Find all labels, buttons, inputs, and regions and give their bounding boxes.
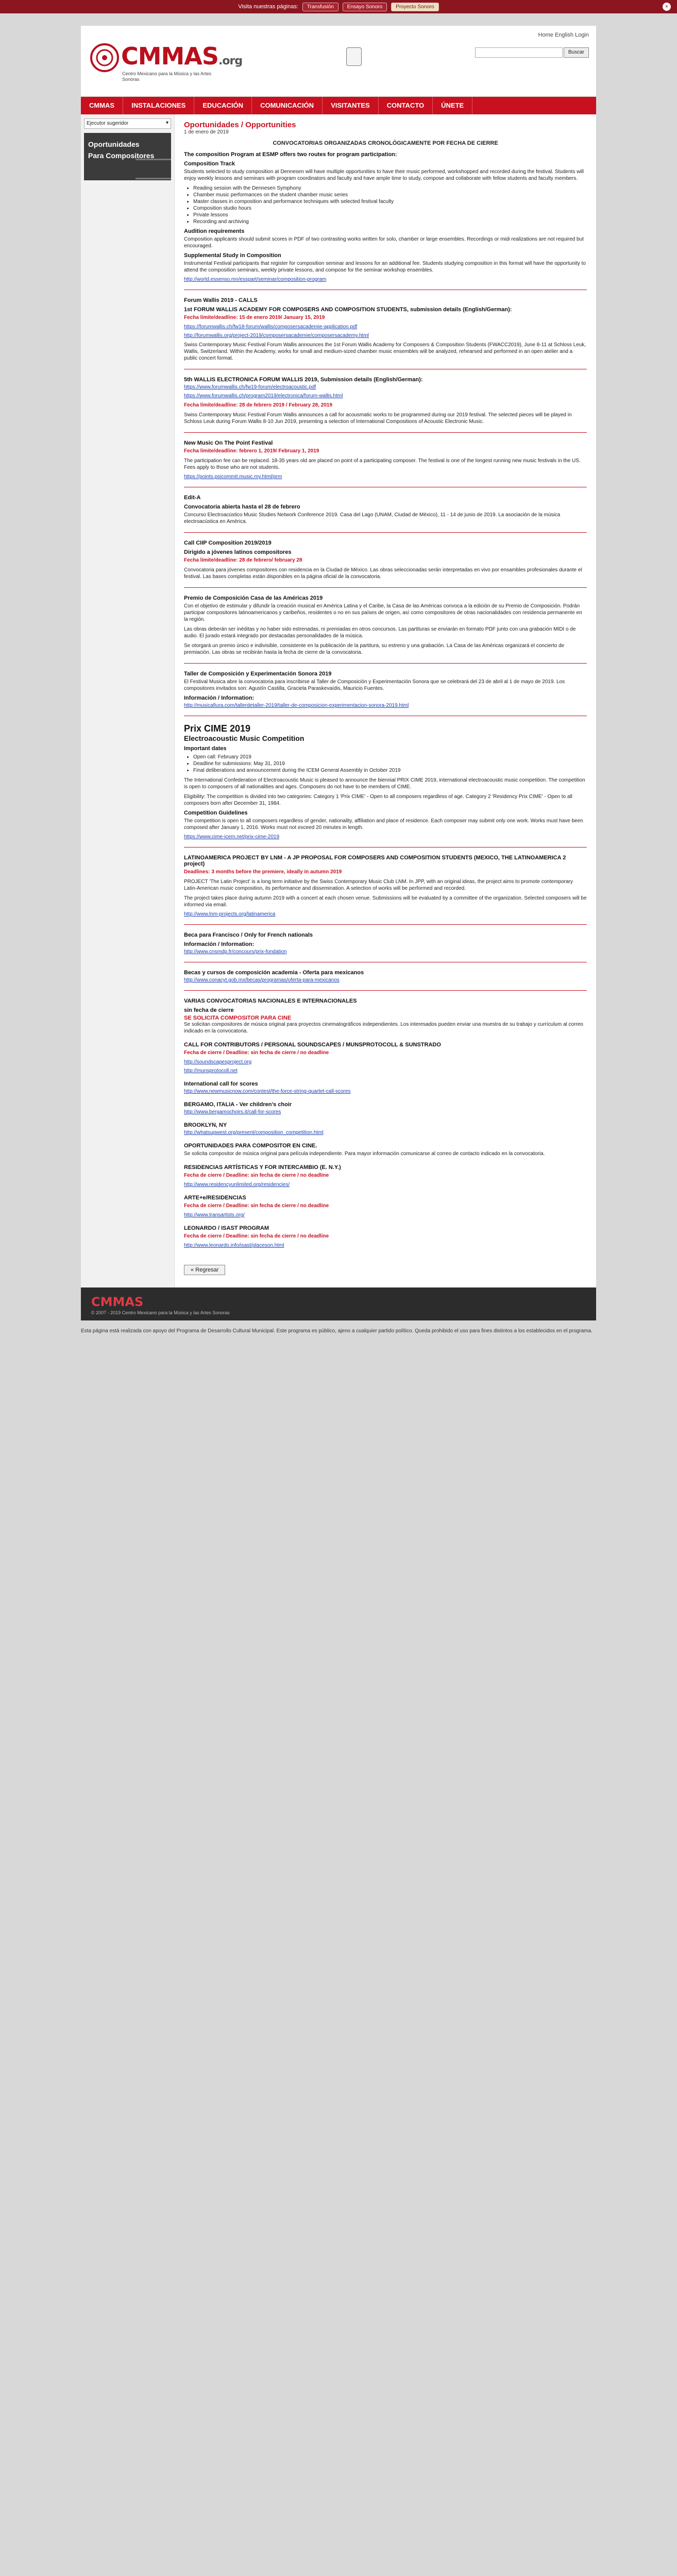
item-text: The project takes place during autumn 2019 with a concert at each chosen venue. Submissions will be evaluated by a committee of the organization. Selected composers will be informed via email.: [184, 895, 587, 908]
section-intl-call: [184, 1081, 587, 1094]
item-text: El Festival Musica abre la convocatoria para inscribirse al Taller de Composición y Experimentación Sonora que se celebrará del 23 de abril al 1 de mayo de 2019. Los compositores invitados son: Agustín Castilla, Graciela Paraskevaídis, Mauricio Fuentes.: [184, 679, 565, 691]
item-link[interactable]: http://www.leonardo.info/isast/placeson.html: [184, 1243, 284, 1248]
section-varias: [184, 998, 587, 1035]
section-ciip: [184, 540, 587, 580]
list-item: • Master classes in composition and performance techniques with selected festival faculty: [193, 198, 587, 205]
nav-item-contacto[interactable]: CONTACTO: [379, 97, 433, 114]
item-link[interactable]: http://www.residencyunlimited.org/residencies/: [184, 1182, 290, 1188]
item-heading: Becas y cursos de composición academia - Oferta para mexicanos: [184, 970, 364, 976]
item-subheading: Composition Track: [184, 161, 235, 167]
list-item: • Final deliberations and announcement during the ICEM General Assembly in October 2019: [193, 767, 587, 774]
section-heading: CONVOCATORIAS ORGANIZADAS CRONOLÓGICAMENTE POR FECHA DE CIERRE: [273, 140, 498, 146]
item-link[interactable]: https://www.forumwallis.ch/fw19-forum/electroacoustic.pdf: [184, 384, 316, 390]
section-becas-mexicanos: [184, 970, 587, 983]
item-heading: 5th WALLIS ELECTRONICA FORUM WALLIS 2019, Submission details (English/German):: [184, 377, 423, 383]
main-content: [175, 114, 596, 1287]
item-link[interactable]: http://www.lnm-projects.org/latinamerica: [184, 911, 276, 917]
section-call-contributors: [184, 1042, 587, 1074]
item-heading: Forum Wallis 2019 - CALLS: [184, 297, 258, 303]
close-icon[interactable]: ×: [663, 3, 671, 11]
nav-item-cmmas[interactable]: CMMAS: [81, 97, 123, 114]
header-links[interactable]: Home English Login: [538, 32, 589, 38]
item-heading: Taller de Composición y Experimentación Sonora 2019: [184, 671, 332, 677]
page-body: [81, 114, 596, 1287]
nav-item-visitantes[interactable]: VISITANTES: [323, 97, 379, 114]
chevron-down-icon: ▾: [165, 120, 168, 126]
item-heading: The composition Program at ESMP offers two routes for program participation:: [184, 151, 397, 158]
promo-bar: [0, 0, 677, 13]
transfusion-button[interactable]: Transfusión: [302, 3, 338, 11]
item-text: Se solicita compositor de música original para película independiente. Para mayor información comunicarse al correo de contacto indicado en la convocatoria.: [184, 1151, 545, 1157]
item-link[interactable]: http://forumwallis.org/project-2019/composersacademie/composersacademy.html: [184, 333, 369, 338]
staff-lines-icon: [136, 159, 171, 179]
logo-mark-icon: [89, 42, 120, 73]
proyecto-sonoro-button[interactable]: Proyecto Sonoro: [391, 3, 439, 11]
item-link[interactable]: http://www.bergamochoirs.it/call-for-scores: [184, 1109, 281, 1115]
nav-item-unete[interactable]: ÚNETE: [433, 97, 472, 114]
sidebar: [81, 114, 175, 1287]
item-heading: BERGAMO, ITALIA - Ver children's choir: [184, 1101, 292, 1108]
legal-note: Esta página está realizada con apoyo del Programa de Desarrollo Cultural Municipal. Este programa es público, ajeno a cualquier partido político. Queda prohibido el uso para fines distintos a los establecidos en el programa.: [81, 1328, 593, 1334]
section-cine: [184, 1143, 587, 1157]
item-text: The competition is open to all composers regardless of gender, nationality, affiliation and place of residence. Each composer may submit only one work. Works must have been composed after January 1, 2016. Works must not exceed 20 minutes in length.: [184, 818, 583, 831]
section-esmp: [184, 140, 587, 282]
footer-logo[interactable]: CMMAS: [91, 1295, 144, 1309]
search-input[interactable]: [475, 47, 563, 58]
item-text: Con el objetivo de estimular y difundir la creación musical en América Latina y el Caribe, la Casa de las Américas convoca a la edición de su Premio de Composición. Podrán participar compositores latinoamericanos y caribeños, residentes o no en sus países de origen, así como compositores de otras nacionalidades con residencia permanente en la región.: [184, 603, 582, 622]
section-latinoamerica: [184, 855, 587, 917]
divider: [184, 663, 587, 664]
government-seal-icon: [346, 47, 362, 66]
item-heading: BROOKLYN, NY: [184, 1122, 227, 1128]
item-subheading: Dirigido a jóvenes latinos compositores: [184, 549, 292, 555]
item-deadline: Fecha de cierre / Deadline: sin fecha de cierre / no deadline: [184, 1233, 329, 1239]
banner-line-2: Para Compositores: [88, 151, 155, 160]
list-item: • Deadline for submissions: May 31, 2019: [193, 760, 587, 767]
search-button[interactable]: Buscar: [564, 47, 589, 58]
item-text: Students selected to study composition at Dennesen will have multiple opportunities to have their music performed, workshopped and recorded during the festival. Students will enjoy weekly lessons and seminars with program coordinators and faculty and have ample time to study, compose and collaborate with fellow students and faculty members.: [184, 169, 584, 181]
section-forum-wallis: [184, 297, 587, 362]
section-brooklyn: [184, 1122, 587, 1136]
item-subheading: Audition requirements: [184, 228, 245, 234]
item-link[interactable]: http://www.transartists.org/: [184, 1212, 245, 1218]
ensayo-sonoro-button[interactable]: Ensayo Sonoro: [343, 3, 387, 11]
item-text: The participation fee can be replaced. 18-35 years old are placed on point of a participating composer. The festival is one of the longest running new music festivals in the US. Fees apply to those who are not students.: [184, 458, 581, 470]
item-link[interactable]: http://musicafiura.com/tallerdetaller-2019/taller-de-composicion-experimentacion-sonora-2019.html: [184, 703, 409, 708]
section-taller: [184, 671, 587, 708]
footer-copyright: © 2007 - 2019 Centro Mexicano para la Música y las Artes Sonoras: [91, 1310, 230, 1315]
list-item: • Composition studio hours: [193, 205, 587, 212]
item-heading: ARTE+e/RESIDENCIAS: [184, 1195, 246, 1201]
item-heading: LATINOAMERICA PROJECT BY LNM - A JP PROPOSAL FOR COMPOSERS AND COMPOSITION STUDENTS (MEXICO, THE LATINOAMERICA 2 project): [184, 855, 566, 867]
item-subheading: Información / Information:: [184, 695, 255, 701]
divider: [184, 847, 587, 848]
list-item: • Chamber music performances on the student chamber music series: [193, 192, 587, 198]
back-button[interactable]: « Regresar: [184, 1265, 225, 1275]
item-text: PROJECT 'The Latin Project' is a long term initiative by the Swiss Contemporary Music Club LNM. In JPP, with an original ideas, the project aims to promote contemporary Latin-American music composition, its performance and dissemination. A selection of works will be performed and recorded.: [184, 879, 573, 891]
item-heading: International call for scores: [184, 1081, 258, 1087]
item-text: The International Confederation of Electroacoustic Music is pleased to announce the biennial PRIX CIME 2019, international electroacoustic music competition. The competition is open to composers of all nationalities and ages. Composers do not have to be members of CIME.: [184, 777, 585, 790]
section-edit-a: [184, 495, 587, 525]
item-subheading: 1st FORUM WALLIS ACADEMY FOR COMPOSERS AND COMPOSITION STUDENTS, submission details (English/German):: [184, 307, 512, 313]
item-heading: LEONARDO / ISAST PROGRAM: [184, 1225, 269, 1231]
item-heading: OPORTUNIDADES PARA COMPOSITOR EN CINE.: [184, 1143, 317, 1149]
item-deadline: Fecha de cierre / Deadline: sin fecha de cierre / no deadline: [184, 1050, 329, 1056]
main-nav: [81, 97, 596, 114]
item-deadline: Fecha de cierre / Deadline: sin fecha de cierre / no deadline: [184, 1203, 329, 1209]
site-header: [81, 26, 596, 97]
item-subheading: Información / Information:: [184, 941, 255, 947]
logo-tagline: Centro Mexicano para la Música y las Artes Sonoras: [122, 71, 212, 82]
item-heading: VARIAS CONVOCATORIAS NACIONALES E INTERNACIONALES: [184, 998, 357, 1004]
item-text: Se solicitan compositores de música original para proyectos cinematográficos independientes. Los interesados pueden enviar una muestra de su trabajo y currículum al correo indicado en la convocatoria.: [184, 1022, 583, 1034]
section-wallis-electronica: [184, 377, 587, 425]
opportunities-banner: [84, 133, 171, 180]
item-heading: New Music On The Point Festival: [184, 440, 273, 446]
item-heading: RESIDENCIAS ARTÍSTICAS Y FOR INTERCAMBIO (E. N.Y.): [184, 1164, 341, 1171]
item-big-title: Prix CIME 2019: [184, 723, 251, 734]
promo-bar-text: Visita nuestras páginas:: [238, 4, 298, 10]
item-subheading: Important dates: [184, 745, 227, 752]
section-leonardo: [184, 1225, 587, 1248]
item-caps-title: SE SOLICITA COMPOSITOR PARA CINE: [184, 1015, 292, 1021]
item-list: [193, 185, 587, 225]
item-subheading: Competition Guidelines: [184, 810, 248, 816]
divider: [184, 587, 587, 588]
item-link[interactable]: http://munsprotocoll.net: [184, 1068, 238, 1074]
item-text: Se otorgará un premio único e indivisible, consistente en la publicación de la partitura, su estreno y una grabación. La Casa de las Américas organizará el concierto de premiación. Las obras se recibirán hasta la fecha de cierre de la convocatoria.: [184, 643, 565, 655]
item-link[interactable]: http://whatsupwest.org/present/composition_competition.html: [184, 1130, 324, 1136]
item-link[interactable]: https://points.psicommit.music.my.html/prm: [184, 474, 282, 480]
item-heading: CALL FOR CONTRIBUTORS / PERSONAL SOUNDSCAPES / MUNSPROTOCOLL & SUNSTRADO: [184, 1042, 441, 1048]
list-item: • Private lessons: [193, 212, 587, 218]
section-residencias: [184, 1164, 587, 1188]
site-logo[interactable]: [89, 37, 243, 83]
list-item: • Open call: February 2019: [193, 754, 587, 760]
item-subheading: Convocatoria abierta hasta el 28 de febrero: [184, 504, 300, 510]
item-deadline: Fecha límite/deadline: 28 de febrero/ february 28: [184, 557, 302, 563]
logo-wordmark: CMMAS.org: [121, 42, 243, 70]
nav-item-comunicacion[interactable]: COMUNICACIÓN: [252, 97, 323, 114]
item-text: Swiss Contemporary Music Festival Forum Wallis announces a call for acousmatic works to be programmed during our 2019 festival. The selected pieces will be played in Schloss Leuk during Forum Wallis 8-10 Jun 2019, presenting a selection of International Compositions of Acoustic Electronic Music.: [184, 412, 572, 425]
item-link[interactable]: https://www.cime-icem.net/prix-cime-2019: [184, 834, 280, 840]
divider: [184, 532, 587, 533]
nav-item-instalaciones[interactable]: INSTALACIONES: [123, 97, 194, 114]
item-deadline: Deadlines: 3 months before the premiere, ideally in autumn 2019: [184, 869, 342, 875]
divider: [184, 432, 587, 433]
item-heading: Premio de Composición Casa de las Américas 2019: [184, 595, 323, 601]
search-box: [475, 47, 589, 58]
page-date: 1 de enero de 2019: [184, 129, 229, 135]
item-heading: Call CIIP Composition 2019/2019: [184, 540, 272, 546]
divider: [184, 924, 587, 925]
item-list: [193, 754, 587, 774]
section-arte-residencias: [184, 1195, 587, 1218]
item-deadline: Fecha límite/deadline: 28 de febrero 2019 / February 28, 2019: [184, 402, 332, 408]
item-big-subtitle: Electroacoustic Music Competition: [184, 734, 304, 742]
section-casa-americas: [184, 595, 587, 656]
item-text: Convocatoria para jóvenes compositores con residencia en la Ciudad de México. Las obras seleccionadas serán interpretadas en vivo por ensambles profesionales durante el festival. Las bases completas están disponibles en la página oficial de la convocatoria.: [184, 567, 582, 580]
section-prix-cime: [184, 723, 587, 840]
section-bergamo: [184, 1101, 587, 1115]
site-footer: [81, 1287, 596, 1320]
item-text: Composition applicants should submit scores in PDF of two contrasting works written for solo, chamber or large ensembles. Recordings or midi realizations are not required but encouraged.: [184, 236, 584, 249]
nav-item-educacion[interactable]: EDUCACIÓN: [194, 97, 252, 114]
item-link[interactable]: http://soundscapesproject.org: [184, 1059, 252, 1065]
item-text: Swiss Contemporary Music Festival Forum Wallis announces the 1st Forum Wallis Academy for Composers & Composition Students (FWACC2019), June 8-11 at Schloss Leuk, Wallis, Switzerland. Within the Academy, works for small and medium-sized chamber music ensembles will be analyzed, rehearsed and performed in an open atelier and a public concert format.: [184, 342, 586, 361]
section-select[interactable]: Ejecutor sugeridor ▾: [84, 118, 171, 129]
item-deadline: Fecha límite/deadline: febrero 1, 2019/ February 1, 2019: [184, 448, 319, 454]
item-subheading: sin fecha de cierre: [184, 1007, 234, 1013]
list-item: • Reading session with the Dennesen Symphony: [193, 185, 587, 192]
item-link[interactable]: http://www.newmusicnow.com/contest/the-force-string-quartet-call-scores: [184, 1089, 351, 1094]
page-frame: [81, 26, 596, 1320]
divider: [184, 990, 587, 991]
item-link[interactable]: https://www.forumwallis.ch/program2019/electronica/forum-wallis.html: [184, 393, 343, 399]
item-link[interactable]: https://forumwallis.ch/fw18-forum/wallis/composersacademie-application.pdf: [184, 324, 358, 330]
item-text: Instrumental Festival participants that register for composition seminar and lessons for an additional fee. Students studying composition in this format will have the opportunity to attend the composition seminars, weekly private lessons, and compose for the seminar workshop ensembles.: [184, 261, 586, 273]
item-link[interactable]: http://world.essenso.mn/esspart/seminar/composition-program: [184, 277, 327, 282]
item-deadline: Fecha límite/deadline: 15 de enero 2019/ January 15, 2019: [184, 315, 325, 320]
section-beca-francia: [184, 932, 587, 955]
item-text: Concurso Electroacústico Music Studies Network Conference 2019. Casa del Lago (UNAM, Ciudad de México), 11 - 14 de junio de 2019. La asociación de la música electroacústica en América.: [184, 512, 561, 524]
item-link[interactable]: http://www.conacyt.gob.mx/becas/programas/oferta-para-mexicanos: [184, 977, 340, 983]
item-heading: Beca para Francisco / Only for French nationals: [184, 932, 313, 938]
item-heading: Edit-A: [184, 495, 201, 501]
item-deadline: Fecha de cierre / Deadline: sin fecha de cierre / no deadline: [184, 1173, 329, 1178]
list-item: • Recording and archiving: [193, 218, 587, 225]
item-text: Eligibility: The competition is divided into two categories: Category 1 'Prix CIME' - Open to all composers regardless of age. Category 2 'Residency Prix CIME' - Open to all composers born after December 31, 1984.: [184, 794, 572, 806]
item-subheading: Supplemental Study in Composition: [184, 252, 281, 259]
page-title: Oportunidades / Opportunities: [184, 121, 296, 129]
item-link[interactable]: http://www.cnsmdp.fr/concours/prix-fondation: [184, 949, 287, 955]
item-text: Las obras deberán ser inéditas y no haber sido estrenadas, ni premiadas en otros concursos. Las partituras se enviarán en formato PDF junto con una grabación MIDI o de audio. El jurado estará integrado por destacadas personalidades de la música.: [184, 626, 576, 639]
banner-line-1: Oportunidades: [88, 140, 140, 148]
section-new-music-point: [184, 440, 587, 480]
